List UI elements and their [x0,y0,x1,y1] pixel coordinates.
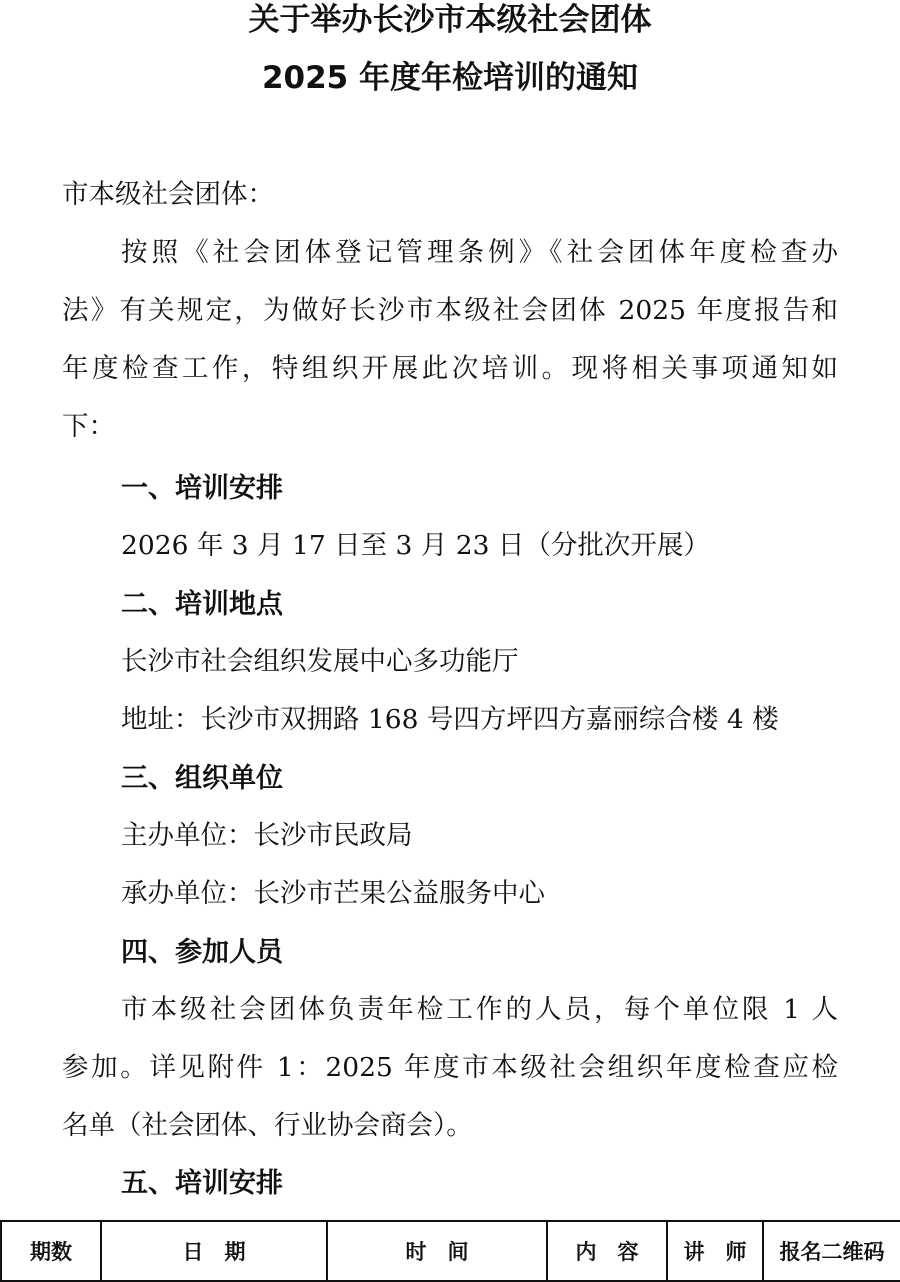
section-4-heading: 四、参加人员 [121,937,283,968]
header-time: 时 间 [327,1221,547,1281]
document-title-line-1: 关于举办长沙市本级社会团体 [248,2,652,38]
schedule-table [0,1220,900,1282]
host-unit: 主办单位：长沙市民政局 [121,820,413,851]
salutation: 市本级社会团体： [62,179,274,210]
participants-line-3: 名单（社会团体、行业协会商会）。 [62,1110,473,1141]
intro-line-1: 按照《社会团体登记管理条例》《社会团体年度检查办 [121,237,838,268]
header-content: 内 容 [547,1221,667,1281]
training-address: 地址：长沙市双拥路 168 号四方坪四方嘉丽综合楼 4 楼 [121,704,779,735]
training-date: 2026 年 3 月 17 日至 3 月 23 日（分批次开展） [121,530,710,561]
participants-line-1: 市本级社会团体负责年检工作的人员，每个单位限 1 人 [121,994,838,1025]
section-5-heading: 五、培训安排 [121,1168,283,1199]
header-lecturer: 讲 师 [667,1221,763,1281]
header-date: 日 期 [101,1221,327,1281]
intro-line-2: 法》有关规定，为做好长沙市本级社会团体 2025 年度报告和 [62,295,838,326]
header-qr-code: 报名二维码 [763,1221,900,1281]
schedule-table-header-row [1,1221,900,1281]
participants-line-2: 参加。详见附件 1：2025 年度市本级社会组织年度检查应检 [62,1052,838,1083]
section-2-heading: 二、培训地点 [121,589,283,620]
intro-line-4: 下： [62,411,115,442]
header-period: 期数 [1,1221,101,1281]
organizer-unit: 承办单位：长沙市芒果公益服务中心 [121,878,545,909]
intro-line-3: 年度检查工作，特组织开展此次培训。现将相关事项通知如 [62,353,838,384]
training-venue: 长沙市社会组织发展中心多功能厅 [121,646,519,677]
document-title-line-2: 2025 年度年检培训的通知 [261,60,639,96]
section-3-heading: 三、组织单位 [121,763,283,794]
section-1-heading: 一、培训安排 [121,473,283,504]
